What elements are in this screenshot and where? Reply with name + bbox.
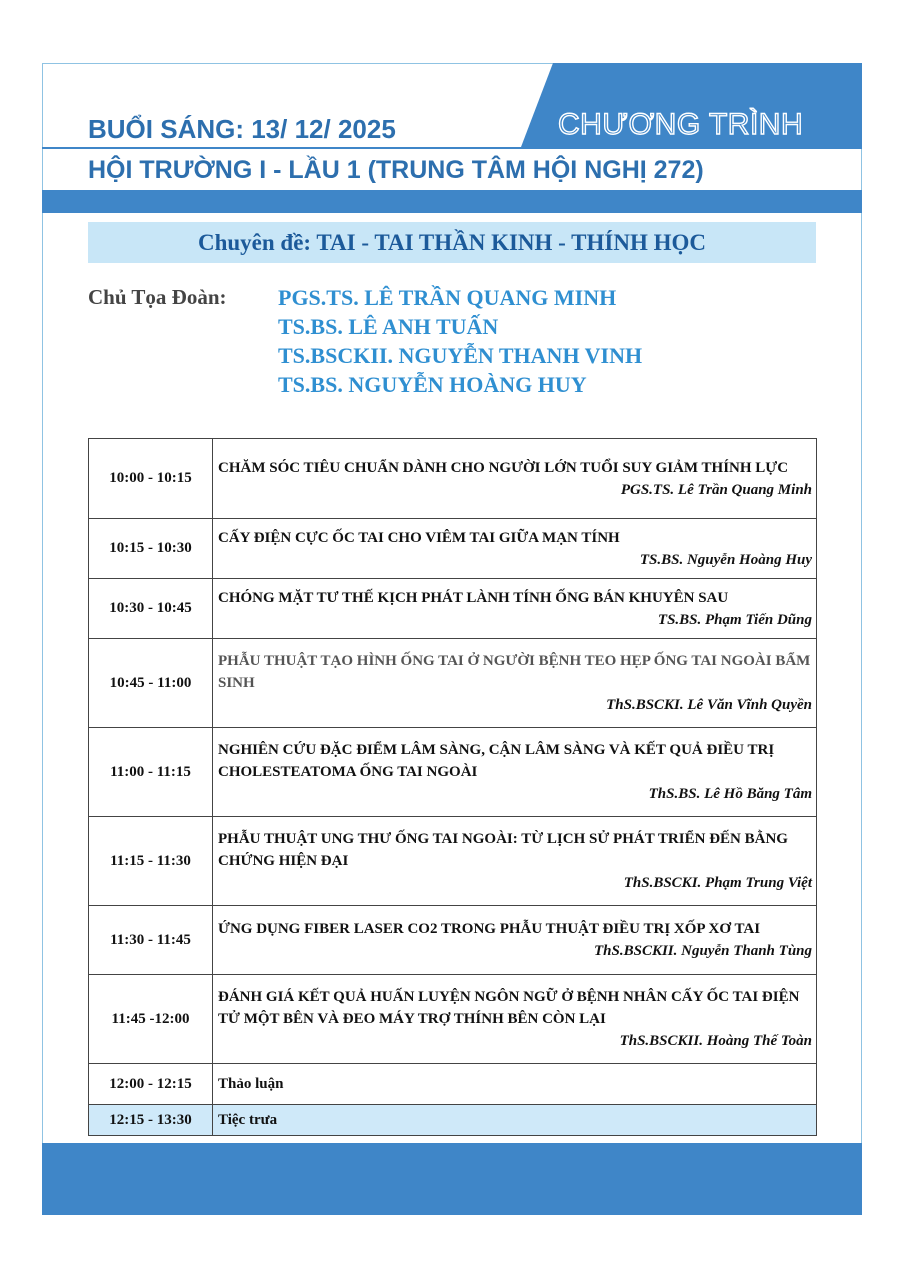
time-cell: 11:30 - 11:45: [89, 906, 213, 975]
time-cell: 10:30 - 10:45: [89, 579, 213, 639]
table-row: [89, 1105, 817, 1136]
table-row: [89, 975, 817, 1064]
session-date: BUỔI SÁNG: 13/ 12/ 2025: [88, 114, 396, 144]
time-cell: 10:00 - 10:15: [89, 439, 213, 519]
header-band: [42, 190, 862, 213]
discussion-label: Thảo luận: [218, 1075, 284, 1092]
hall-location: HỘI TRƯỜNG I - LẦU 1 (TRUNG TÂM HỘI NGHỊ 272): [88, 156, 704, 184]
talk-cell: [213, 579, 817, 639]
table-row: [89, 519, 817, 579]
talk-title: CHÓNG MẶT TƯ THẾ KỊCH PHÁT LÀNH TÍNH ỐNG BÁN KHUYÊN SAU: [218, 589, 729, 606]
table-row: [89, 579, 817, 639]
time-cell: 12:15 - 13:30: [89, 1105, 213, 1136]
chair-name: TS.BS. NGUYỄN HOÀNG HUY: [278, 372, 587, 397]
talk-cell: [213, 975, 817, 1064]
lunch-label: Tiệc trưa: [218, 1111, 278, 1128]
time-cell: 12:00 - 12:15: [89, 1064, 213, 1105]
speaker-name: ThS.BSCKI. Phạm Trung Việt: [623, 875, 812, 891]
speaker-name: ThS.BSCKI. Lê Văn Vĩnh Quyền: [606, 697, 812, 713]
chair-name: TS.BSCKII. NGUYỄN THANH VINH: [278, 343, 643, 368]
chair-name: PGS.TS. LÊ TRẦN QUANG MINH: [278, 285, 617, 310]
speaker-name: ThS.BS. Lê Hồ Băng Tâm: [648, 786, 812, 802]
talk-title: ĐÁNH GIÁ KẾT QUẢ HUẤN LUYỆN NGÔN NGỮ Ở BỆNH NHÂN CẤY ỐC TAI ĐIỆN TỬ MỘT BÊN VÀ ĐEO MÁY TRỢ THÍNH BÊN CÒN LẠI: [218, 989, 800, 1027]
talk-cell: [213, 817, 817, 906]
talk-cell: [213, 1064, 817, 1105]
speaker-name: TS.BS. Nguyễn Hoàng Huy: [639, 551, 812, 568]
talk-cell: [213, 728, 817, 817]
table-row: [89, 639, 817, 728]
chair-name: TS.BS. LÊ ANH TUẤN: [278, 314, 499, 339]
chairs-label: Chủ Tọa Đoàn:: [88, 285, 227, 309]
talk-title: PHẪU THUẬT TẠO HÌNH ỐNG TAI Ở NGƯỜI BỆNH TEO HẸP ỐNG TAI NGOÀI BẨM SINH: [218, 653, 811, 691]
table-row: [89, 817, 817, 906]
program-title: CHƯƠNG TRÌNH: [558, 108, 804, 141]
talk-cell: [213, 519, 817, 579]
speaker-name: ThS.BSCKII. Hoàng Thế Toàn: [619, 1033, 812, 1049]
talk-cell: [213, 639, 817, 728]
talk-cell: [213, 439, 817, 519]
time-cell: 10:45 - 11:00: [89, 639, 213, 728]
time-cell: 11:15 - 11:30: [89, 817, 213, 906]
table-row: [89, 728, 817, 817]
table-row: [89, 906, 817, 975]
talk-title: CHĂM SÓC TIÊU CHUẨN DÀNH CHO NGƯỜI LỚN TUỔI SUY GIẢM THÍNH LỰC: [218, 459, 789, 476]
header-divider: [42, 147, 862, 149]
speaker-name: TS.BS. Phạm Tiến Dũng: [657, 611, 812, 628]
table-row: [89, 1064, 817, 1105]
speaker-name: ThS.BSCKII. Nguyễn Thanh Tùng: [594, 943, 812, 959]
talk-title: CẤY ĐIỆN CỰC ỐC TAI CHO VIÊM TAI GIỮA MẠN TÍNH: [218, 529, 620, 546]
time-cell: 11:00 - 11:15: [89, 728, 213, 817]
chairs-list: [278, 283, 642, 399]
speaker-name: PGS.TS. Lê Trần Quang Minh: [620, 481, 812, 498]
table-row: [89, 439, 817, 519]
talk-title: PHẪU THUẬT UNG THƯ ỐNG TAI NGOÀI: TỪ LỊCH SỬ PHÁT TRIỂN ĐẾN BẰNG CHỨNG HIỆN ĐẠI: [218, 831, 788, 869]
footer-band: [42, 1143, 862, 1215]
talk-title: ỨNG DỤNG FIBER LASER CO2 TRONG PHẪU THUẬT ĐIỀU TRỊ XỐP XƠ TAI: [218, 921, 761, 937]
time-cell: 11:45 -12:00: [89, 975, 213, 1064]
talk-cell: [213, 1105, 817, 1136]
talk-title: NGHIÊN CỨU ĐẶC ĐIỂM LÂM SÀNG, CẬN LÂM SÀNG VÀ KẾT QUẢ ĐIỀU TRỊ CHOLESTEATOMA ỐNG TAI NGOÀI: [218, 742, 775, 780]
talk-cell: [213, 906, 817, 975]
topic-banner: Chuyên đề: TAI - TAI THẦN KINH - THÍNH HỌC: [88, 222, 816, 263]
time-cell: 10:15 - 10:30: [89, 519, 213, 579]
agenda-table: [88, 438, 817, 1136]
